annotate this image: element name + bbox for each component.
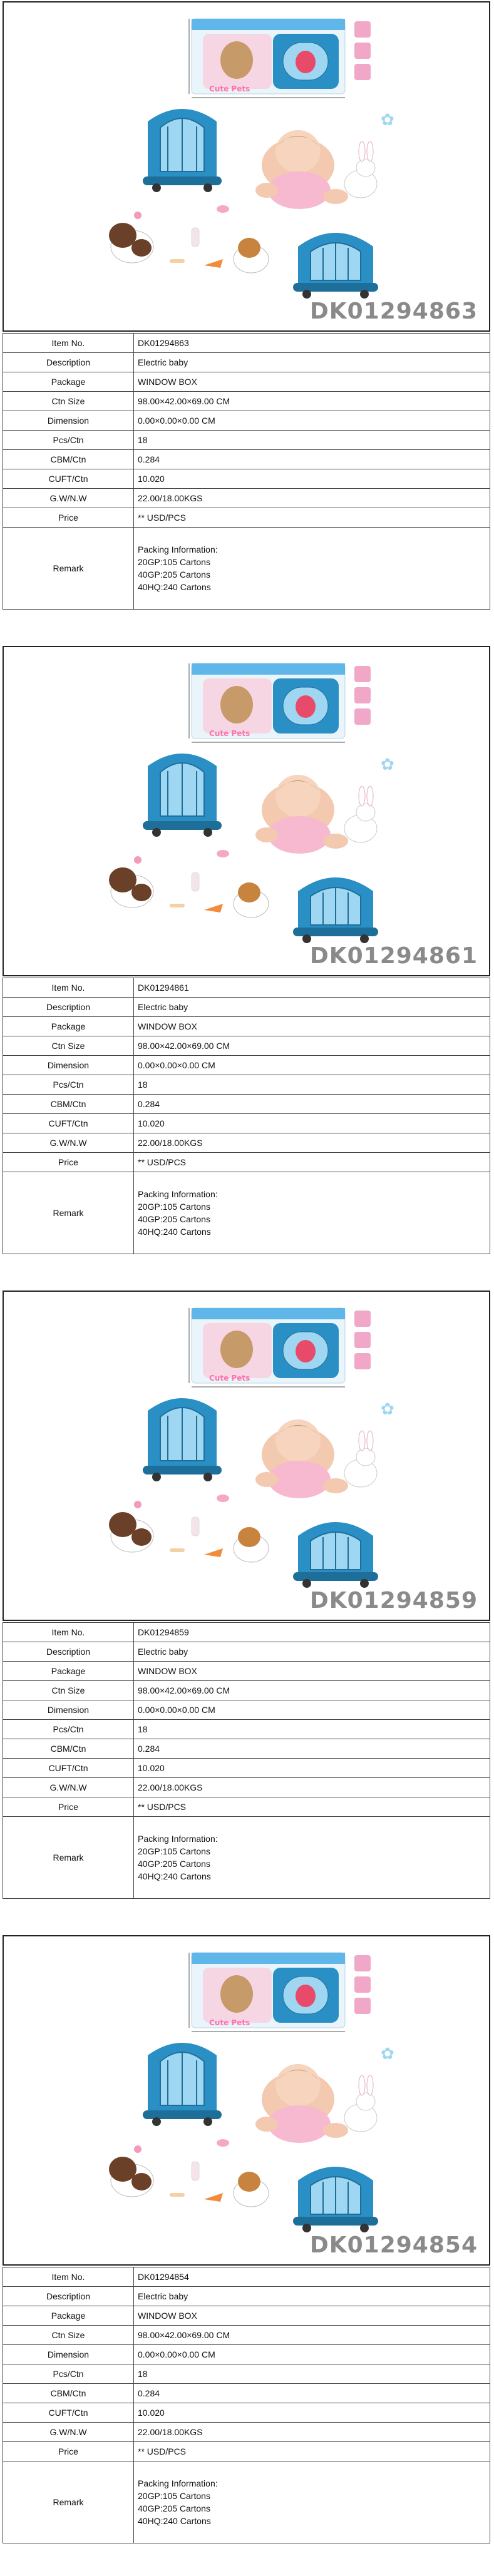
spec-label: CBM/Ctn	[3, 1739, 134, 1759]
spec-row	[3, 1133, 490, 1153]
svg-text:✿: ✿	[381, 755, 394, 774]
spec-label: Package	[3, 2306, 134, 2326]
spec-value: WINDOW BOX	[134, 2306, 490, 2326]
spec-value: 98.00×42.00×69.00 CM	[134, 2326, 490, 2345]
product-photo	[3, 1935, 490, 2266]
spec-value: 10.020	[134, 2403, 490, 2423]
spec-value: 22.00/18.00KGS	[134, 1778, 490, 1797]
spec-label: Price	[3, 508, 134, 528]
spec-table	[3, 2267, 490, 2543]
spec-row	[3, 2384, 490, 2403]
spec-label: Price	[3, 1797, 134, 1817]
spec-value: ** USD/PCS	[134, 2442, 490, 2461]
spec-label: Price	[3, 2442, 134, 2461]
spec-value: 98.00×42.00×69.00 CM	[134, 392, 490, 411]
spec-label: Dimension	[3, 2345, 134, 2364]
baby-doll	[255, 2064, 348, 2143]
spec-row	[3, 508, 490, 528]
packing-line: 40HQ:240 Cartons	[138, 1871, 211, 1881]
remark-label: Remark	[3, 1817, 134, 1899]
bunny-toy	[344, 2075, 377, 2132]
packing-line: 20GP:105 Cartons	[138, 557, 210, 567]
packing-information	[134, 1172, 490, 1254]
spec-row	[3, 1720, 490, 1739]
spec-label: Description	[3, 2287, 134, 2306]
puppy-toy-right	[234, 1527, 269, 1562]
spec-row	[3, 469, 490, 489]
puppy-toy-right	[234, 238, 269, 273]
spec-label: CUFT/Ctn	[3, 469, 134, 489]
spec-value: DK01294863	[134, 334, 490, 353]
spec-value: 98.00×42.00×69.00 CM	[134, 1681, 490, 1700]
spec-label: G.W/N.W	[3, 1133, 134, 1153]
spec-row	[3, 1056, 490, 1075]
product-photo	[3, 646, 490, 976]
svg-text:Cute Pets: Cute Pets	[209, 84, 250, 93]
product-photo	[3, 1, 490, 332]
spec-row	[3, 411, 490, 431]
spec-row	[3, 1700, 490, 1720]
spec-label: Item No.	[3, 1623, 134, 1642]
packing-line: 40GP:205 Cartons	[138, 1214, 210, 1224]
bunny-toy	[344, 1431, 377, 1487]
bunny-toy	[344, 141, 377, 198]
spec-value: 0.00×0.00×0.00 CM	[134, 411, 490, 431]
spec-row	[3, 978, 490, 998]
spec-row	[3, 1759, 490, 1778]
spec-value: Electric baby	[134, 353, 490, 372]
packing-line: 20GP:105 Cartons	[138, 1202, 210, 1212]
spec-label: Ctn Size	[3, 1681, 134, 1700]
spec-row	[3, 2403, 490, 2423]
spec-row	[3, 372, 490, 392]
spec-row	[3, 392, 490, 411]
spec-label: Package	[3, 372, 134, 392]
spec-label: Description	[3, 998, 134, 1017]
spec-label: Description	[3, 1642, 134, 1662]
feature-icons	[354, 21, 394, 129]
pet-carrier-left	[143, 109, 222, 192]
feature-icons	[354, 666, 394, 774]
baby-doll	[255, 775, 348, 854]
spec-row	[3, 1036, 490, 1056]
spec-value: WINDOW BOX	[134, 1017, 490, 1036]
window-box-package	[189, 1308, 345, 1387]
feature-icons	[354, 1311, 394, 1418]
packing-line: 40GP:205 Cartons	[138, 570, 210, 580]
spec-label: Description	[3, 353, 134, 372]
spec-value: 98.00×42.00×69.00 CM	[134, 1036, 490, 1056]
remark-row	[3, 528, 490, 610]
spec-label: Package	[3, 1662, 134, 1681]
spec-value: Electric baby	[134, 1642, 490, 1662]
window-box-package	[189, 19, 345, 98]
spec-value: 22.00/18.00KGS	[134, 1133, 490, 1153]
spec-row	[3, 1017, 490, 1036]
puppy-toy-left	[109, 1512, 153, 1552]
svg-text:Cute Pets: Cute Pets	[209, 729, 250, 738]
spec-row	[3, 998, 490, 1017]
spec-row	[3, 2326, 490, 2345]
spec-value: 22.00/18.00KGS	[134, 2423, 490, 2442]
spec-row	[3, 2442, 490, 2461]
spec-value: 0.284	[134, 450, 490, 469]
spec-value: 0.00×0.00×0.00 CM	[134, 2345, 490, 2364]
spec-row	[3, 1778, 490, 1797]
spec-row	[3, 450, 490, 469]
spec-label: Pcs/Ctn	[3, 431, 134, 450]
packing-information	[134, 528, 490, 610]
spec-value: 0.00×0.00×0.00 CM	[134, 1056, 490, 1075]
packing-line: 40GP:205 Cartons	[138, 1859, 210, 1869]
packing-line: Packing Information:	[138, 1834, 218, 1844]
spec-label: CBM/Ctn	[3, 2384, 134, 2403]
puppy-toy-left	[109, 2157, 153, 2197]
window-box-package	[189, 1953, 345, 2032]
spec-label: Package	[3, 1017, 134, 1036]
packing-line: 40HQ:240 Cartons	[138, 582, 211, 592]
feature-icons	[354, 1955, 394, 2063]
product-code-watermark: DK01294854	[309, 2232, 478, 2258]
spec-value: 0.00×0.00×0.00 CM	[134, 1700, 490, 1720]
product-illustration	[4, 3, 489, 330]
spec-value: 18	[134, 1075, 490, 1095]
spec-value: WINDOW BOX	[134, 1662, 490, 1681]
spec-row	[3, 431, 490, 450]
pet-carrier-right	[293, 877, 378, 943]
pet-carrier-left	[143, 1398, 222, 1481]
spec-value: 10.020	[134, 1759, 490, 1778]
pet-carrier-right	[293, 2167, 378, 2232]
spec-value: Electric baby	[134, 2287, 490, 2306]
remark-label: Remark	[3, 2461, 134, 2543]
svg-text:Cute Pets: Cute Pets	[209, 1374, 250, 1383]
svg-text:✿: ✿	[381, 110, 394, 129]
pet-carrier-right	[293, 233, 378, 299]
spec-value: 0.284	[134, 1095, 490, 1114]
spec-label: CBM/Ctn	[3, 1095, 134, 1114]
product-illustration	[4, 1936, 489, 2264]
remark-row	[3, 1817, 490, 1899]
packing-line: 20GP:105 Cartons	[138, 2491, 210, 2501]
remark-row	[3, 2461, 490, 2543]
spec-row	[3, 2345, 490, 2364]
puppy-toy-right	[234, 882, 269, 917]
spec-label: CUFT/Ctn	[3, 1114, 134, 1133]
remark-row	[3, 1172, 490, 1254]
spec-label: G.W/N.W	[3, 1778, 134, 1797]
spec-table	[3, 333, 490, 610]
spec-table	[3, 1622, 490, 1899]
spec-row	[3, 1739, 490, 1759]
product-illustration	[4, 1292, 489, 1620]
spec-label: Item No.	[3, 978, 134, 998]
product-code-watermark: DK01294861	[309, 943, 478, 969]
spec-value: ** USD/PCS	[134, 1153, 490, 1172]
spec-value: 18	[134, 431, 490, 450]
spec-value: 18	[134, 1720, 490, 1739]
spec-label: Ctn Size	[3, 392, 134, 411]
remark-label: Remark	[3, 528, 134, 610]
spec-label: Ctn Size	[3, 1036, 134, 1056]
pet-carrier-left	[143, 754, 222, 837]
packing-line: 40HQ:240 Cartons	[138, 1227, 211, 1237]
spec-label: G.W/N.W	[3, 2423, 134, 2442]
baby-doll	[255, 130, 348, 209]
spec-table	[3, 978, 490, 1254]
puppy-toy-left	[109, 223, 153, 263]
packing-information	[134, 1817, 490, 1899]
baby-doll	[255, 1419, 348, 1498]
pet-carrier-right	[293, 1522, 378, 1588]
spec-row	[3, 1642, 490, 1662]
spec-value: DK01294854	[134, 2267, 490, 2287]
spec-row	[3, 489, 490, 508]
spec-value: 10.020	[134, 469, 490, 489]
spec-row	[3, 1662, 490, 1681]
spec-row	[3, 353, 490, 372]
spec-row	[3, 2287, 490, 2306]
spec-row	[3, 1153, 490, 1172]
spec-value: DK01294859	[134, 1623, 490, 1642]
spec-row	[3, 2267, 490, 2287]
spec-value: 22.00/18.00KGS	[134, 489, 490, 508]
spec-row	[3, 1075, 490, 1095]
product-photo	[3, 1291, 490, 1621]
packing-information	[134, 2461, 490, 2543]
spec-row	[3, 1114, 490, 1133]
puppy-toy-left	[109, 867, 153, 907]
spec-row	[3, 1797, 490, 1817]
packing-line: Packing Information:	[138, 2478, 218, 2488]
spec-row	[3, 2423, 490, 2442]
spec-label: CBM/Ctn	[3, 450, 134, 469]
spec-label: Pcs/Ctn	[3, 1075, 134, 1095]
packing-line: Packing Information:	[138, 1189, 218, 1199]
window-box-package	[189, 663, 345, 742]
svg-text:✿: ✿	[381, 1399, 394, 1418]
spec-label: Price	[3, 1153, 134, 1172]
spec-row	[3, 1681, 490, 1700]
spec-label: CUFT/Ctn	[3, 1759, 134, 1778]
pet-carrier-left	[143, 2043, 222, 2126]
spec-label: CUFT/Ctn	[3, 2403, 134, 2423]
spec-value: ** USD/PCS	[134, 1797, 490, 1817]
packing-line: Packing Information:	[138, 544, 218, 555]
spec-row	[3, 1095, 490, 1114]
remark-label: Remark	[3, 1172, 134, 1254]
spec-row	[3, 334, 490, 353]
packing-line: 40HQ:240 Cartons	[138, 2516, 211, 2526]
product-code-watermark: DK01294859	[309, 1588, 478, 1613]
spec-value: ** USD/PCS	[134, 508, 490, 528]
spec-value: Electric baby	[134, 998, 490, 1017]
spec-label: Pcs/Ctn	[3, 2364, 134, 2384]
spec-label: Dimension	[3, 1700, 134, 1720]
spec-label: Item No.	[3, 334, 134, 353]
spec-value: 0.284	[134, 2384, 490, 2403]
svg-text:✿: ✿	[381, 2044, 394, 2063]
packing-line: 20GP:105 Cartons	[138, 1846, 210, 1856]
spec-value: 18	[134, 2364, 490, 2384]
spec-label: Ctn Size	[3, 2326, 134, 2345]
bunny-toy	[344, 786, 377, 842]
spec-row	[3, 1623, 490, 1642]
spec-label: Dimension	[3, 411, 134, 431]
product-code-watermark: DK01294863	[309, 299, 478, 324]
spec-label: Item No.	[3, 2267, 134, 2287]
packing-line: 40GP:205 Cartons	[138, 2503, 210, 2513]
spec-label: Pcs/Ctn	[3, 1720, 134, 1739]
spec-row	[3, 2306, 490, 2326]
puppy-toy-right	[234, 2172, 269, 2207]
spec-value: WINDOW BOX	[134, 372, 490, 392]
spec-value: DK01294861	[134, 978, 490, 998]
spec-value: 10.020	[134, 1114, 490, 1133]
spec-label: G.W/N.W	[3, 489, 134, 508]
spec-row	[3, 2364, 490, 2384]
spec-value: 0.284	[134, 1739, 490, 1759]
product-illustration	[4, 647, 489, 975]
spec-label: Dimension	[3, 1056, 134, 1075]
svg-text:Cute Pets: Cute Pets	[209, 2018, 250, 2027]
